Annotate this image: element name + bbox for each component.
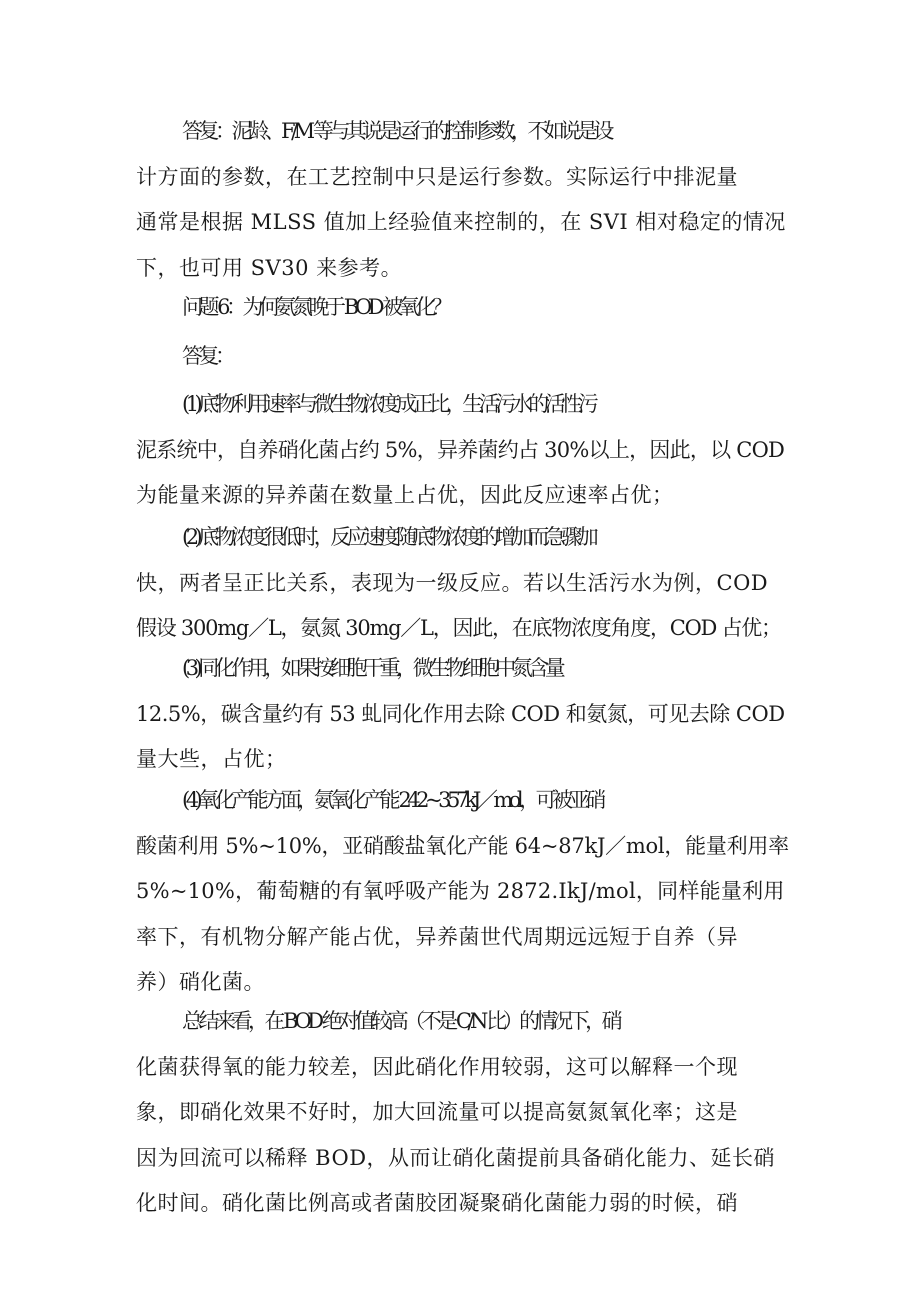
text-line: 12.5%，碳含量约有 53 虬同化作用去除 COD 和氨氮，可见去除 COD	[136, 701, 785, 726]
text-line: 象，即硝化效果不好时，加大回流量可以提高氨氮氧化率；这是	[136, 1100, 738, 1124]
text-line: 泥系统中，自养硝化菌占约 5%，异养菌约占 30%以上，因此，以 COD	[136, 437, 785, 462]
text-line: 快，两者呈正比关系，表现为一级反应。若以生活污水为例，COD	[136, 570, 769, 595]
text-line: 答复：	[182, 344, 232, 368]
text-line: 量大些，占优；	[136, 747, 287, 771]
point-4-paragraph	[136, 778, 790, 1006]
text-line: 下，也可用 SV30 来参考。	[136, 255, 403, 280]
text-line: 通常是根据 MLSS 值加上经验值来控制的，在 SVI 相对稳定的情况	[136, 210, 786, 234]
answer-5-paragraph	[136, 109, 790, 291]
text-line: 答复：泥龄、F/M 等与其说是运行的控制参数，不如说是设	[182, 119, 610, 143]
text-line: 假设 300mg／L，氨氮 30mg／L，因此，在底物浓度角度，COD 占优；	[136, 616, 781, 640]
text-line: (3)同化作用，如果按细胞干重，微生物细胞中氮含量	[182, 656, 562, 680]
question-6-heading	[136, 285, 790, 331]
answer-6-label	[136, 334, 790, 380]
text-line: (1)底物利用速率与微生物浓度成正比，生活污水的活性污	[182, 392, 595, 416]
text-line: 因为回流可以稀释 BOD，从而让硝化菌提前具备硝化能力、延长硝	[136, 1145, 776, 1170]
text-line: 率下，有机物分解产能占优，异养菌世代周期远远短于自养（异	[136, 924, 738, 949]
text-line: 养）硝化菌。	[136, 970, 265, 994]
text-line: 化时间。硝化菌比例高或者菌胶团凝聚硝化菌能力弱的时候，硝	[136, 1191, 738, 1215]
point-1-paragraph	[136, 382, 790, 519]
summary-paragraph	[136, 999, 790, 1227]
text-line: 酸菌利用 5%~10%，亚硝酸盐氧化产能 64~87kJ／mol，能量利用率	[136, 833, 789, 858]
text-line: (4)氧化产能方面，氨氧化产能 242~357kJ／mol，可被亚硝	[182, 788, 602, 812]
point-2-paragraph	[136, 515, 790, 652]
text-line: 总结来看，在 BOD 绝对值较高（不是 C/N 比）的情况下，硝	[182, 1009, 619, 1033]
text-line: 化菌获得氧的能力较差，因此硝化作用较弱，这可以解释一个现	[136, 1054, 738, 1079]
text-line: 为能量来源的异养菌在数量上占优，因此反应速率占优；	[136, 483, 674, 507]
text-line: (2)底物浓度很低时，反应速度随底物浓度的增加而急骤加	[182, 525, 595, 549]
text-line: 5%~10%，葡萄糖的有氧呼吸产能为 2872.IkJ/mol，同样能量利用	[136, 879, 785, 903]
point-3-paragraph	[136, 646, 790, 783]
text-line: 计方面的参数，在工艺控制中只是运行参数。实际运行中排泥量	[136, 164, 738, 189]
text-line: 问题 6：为何氨氮晚于 BOD 被氧化？	[182, 295, 449, 319]
